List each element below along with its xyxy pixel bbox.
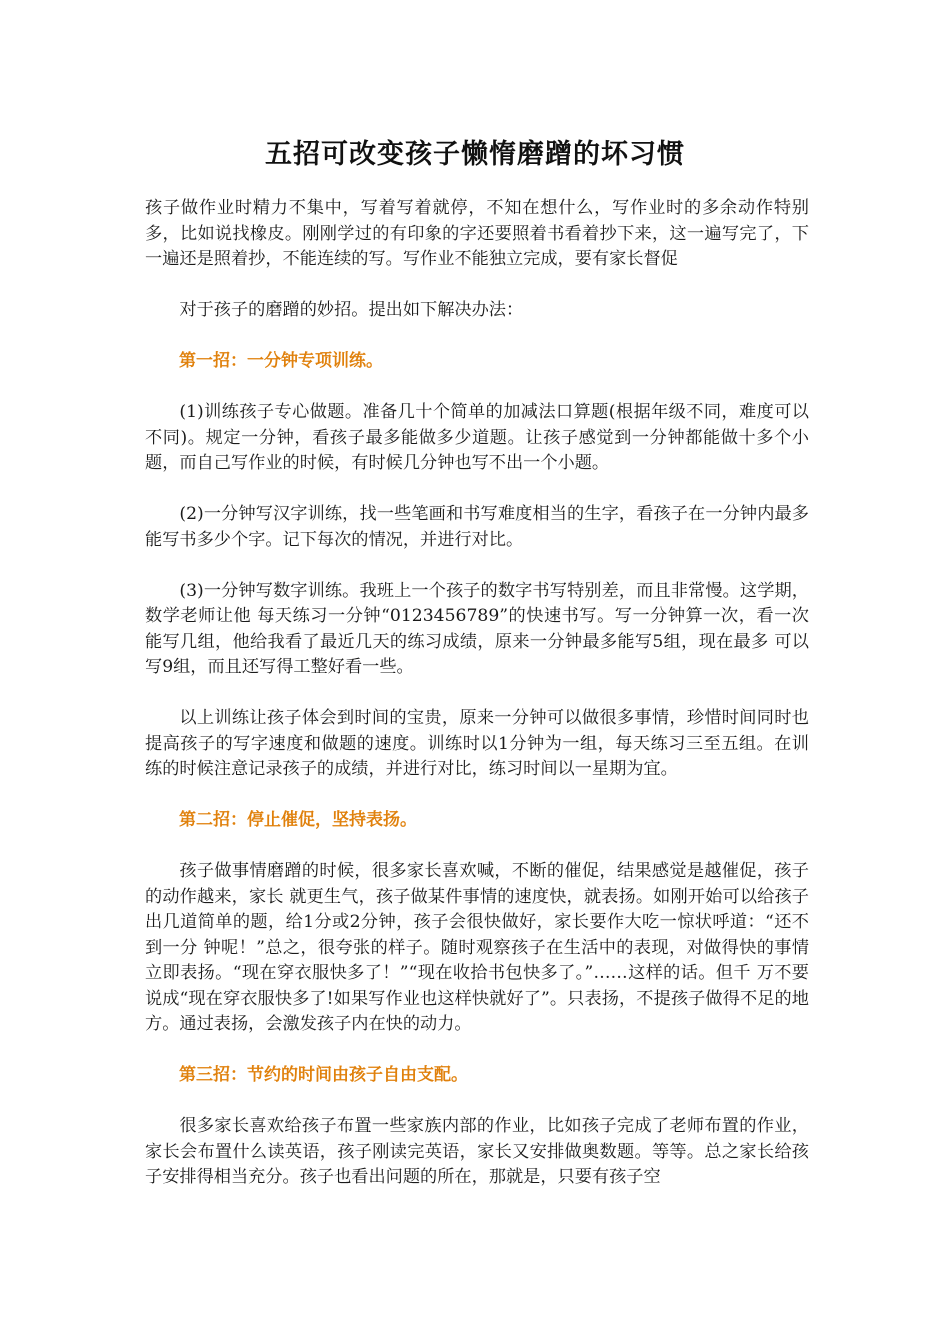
section1-heading: 第一招：一分钟专项训练。 <box>179 351 383 371</box>
section2-heading: 第二招：停止催促，坚持表扬。 <box>179 810 417 830</box>
lead-paragraph: 对于孩子的磨蹭的妙招。提出如下解决办法： <box>179 300 524 320</box>
document-body <box>145 196 809 1216</box>
section1-paragraph-1: (1)训练孩子专心做题。准备几十个简单的加减法口算题(根据年级不同，难度可以不同)。规定一分钟，看孩子最多能做多少道题。让孩子感觉到一分钟都能做十多个小题，而自己写作业的时候，有时候几分钟也写不出一个小题。 <box>145 402 809 473</box>
section1-paragraph-2: (2)一分钟写汉字训练，找一些笔画和书写难度相当的生字，看孩子在一分钟内最多能写书多少个字。记下每次的情况，并进行对比。 <box>145 504 809 550</box>
section1-paragraph-4: 以上训练让孩子体会到时间的宝贵，原来一分钟可以做很多事情，珍惜时间同时也提高孩子的写字速度和做题的速度。训练时以1分钟为一组，每天练习三至五组。在训练的时候注意记录孩子的成绩，并进行对比，练习时间以一星期为宜。 <box>145 708 809 779</box>
section2-paragraph-1: 孩子做事情磨蹭的时候，很多家长喜欢喊，不断的催促，结果感觉是越催促，孩子的动作越来，家长 就更生气，孩子做某件事情的速度快，就表扬。如刚开始可以给孩子出几道简单的题，给1分或2分钟，孩子会很快做好，家长要作大吃一惊状呼道：“还不到一分 钟呢！”总之，很夸张的样子。随时观察孩子在生活中的表现，对做得快的事情立即表扬。“现在穿衣服快多了！”“现在收拾书包快多了。”……这样的话。但千 万不要说成“现在穿衣服快多了!如果写作业也这样快就好了”。只表扬，不提孩子做得不足的地方。通过表扬，会激发孩子内在快的动力。 <box>145 861 809 1034</box>
section3-paragraph-1: 很多家长喜欢给孩子布置一些家族内部的作业，比如孩子完成了老师布置的作业，家长会布置什么读英语，孩子刚读完英语，家长又安排做奥数题。等等。总之家长给孩子安排得相当充分。孩子也看出问题的所在，那就是，只要有孩子空 <box>145 1116 809 1187</box>
section3-heading: 第三招：节约的时间由孩子自由支配。 <box>179 1065 468 1085</box>
section1-paragraph-3: (3)一分钟写数字训练。我班上一个孩子的数字书写特别差，而且非常慢。这学期，数学老师让他 每天练习一分钟“0123456789”的快速书写。写一分钟算一次，看一次能写几组，他给我看了最近几天的练习成绩，原来一分钟最多能写5组，现在最多 可以写9组，而且还写得工整好看一些。 <box>145 580 809 677</box>
page-title: 五招可改变孩子懒惰磨蹭的坏习惯 <box>265 139 685 170</box>
intro-paragraph: 孩子做作业时精力不集中，写着写着就停，不知在想什么，写作业时的多余动作特别多，比如说找橡皮。刚刚学过的有印象的字还要照着书看着抄下来，这一遍写完了，下一遍还是照着抄，不能连续的写。写作业不能独立完成，要有家长督促 <box>145 198 809 269</box>
